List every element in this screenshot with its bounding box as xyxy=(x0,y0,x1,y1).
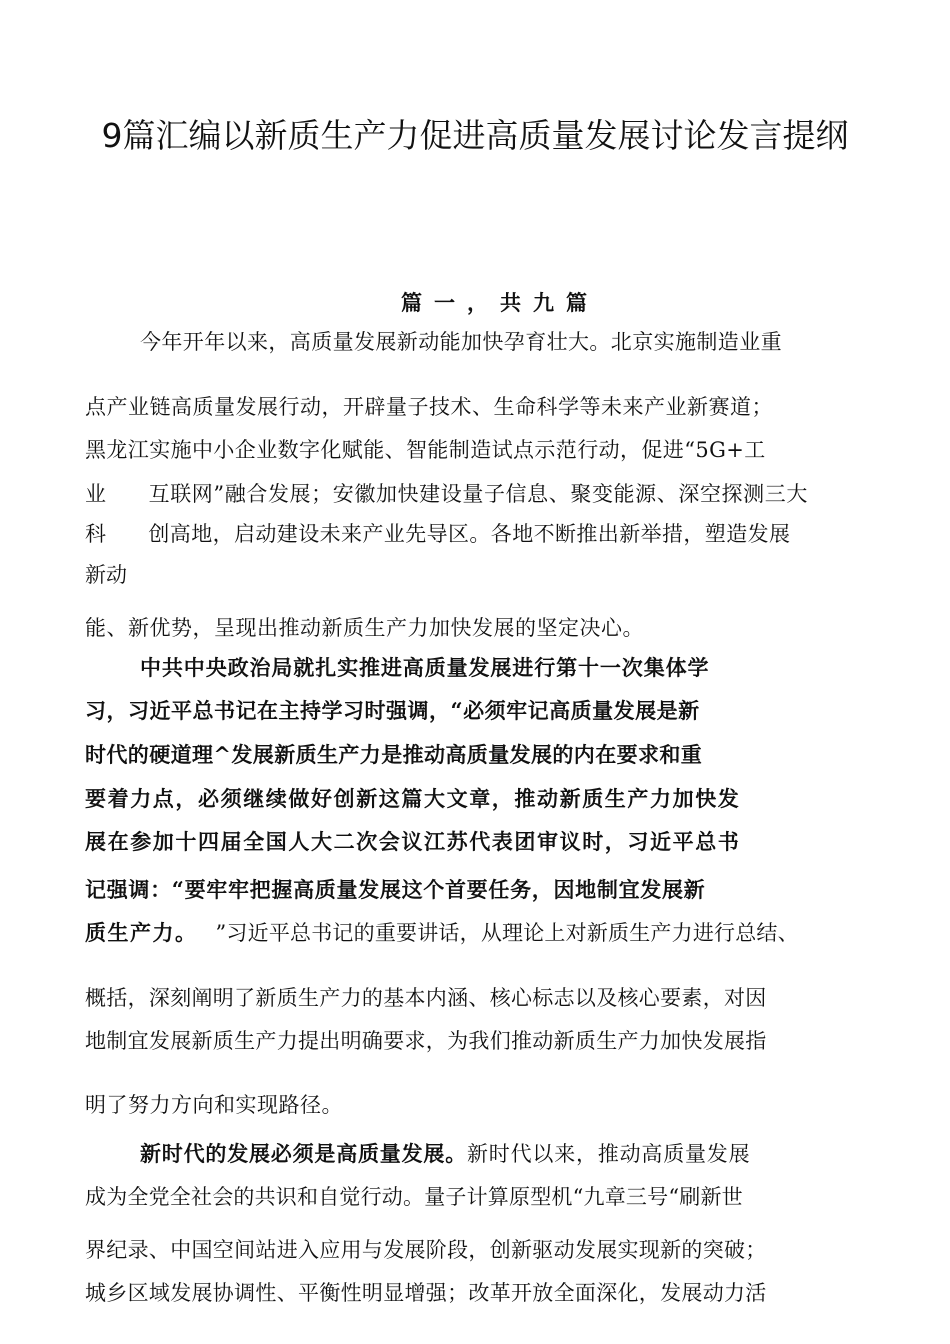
paragraph-line: 概括，深刻阐明了新质生产力的基本内涵、核心标志以及核心要素，对因 xyxy=(85,986,767,1010)
paragraph-line xyxy=(85,479,808,509)
paragraph-line: 明了努力方向和实现路径。 xyxy=(85,1093,343,1117)
paragraph-line: 今年开年以来，高质量发展新动能加快孕育壮大。北京实施制造业重 xyxy=(140,330,782,354)
paragraph-fragment: ”习近平总书记的重要讲话，从理论上对新质生产力进行总结、 xyxy=(215,921,799,945)
section-heading: 篇一，共九篇 xyxy=(401,290,599,315)
document-title: 9篇汇编以新质生产力促进高质量发展讨论发言提纲 xyxy=(101,116,849,155)
paragraph-fragment: 科 xyxy=(85,522,107,546)
paragraph-line: 界纪录、中国空间站进入应用与发展阶段，创新驱动发展实现新的突破； xyxy=(85,1238,767,1262)
paragraph-line xyxy=(140,1139,750,1169)
paragraph-line: 能、新优势，呈现出推动新质生产力加快发展的坚定决心。 xyxy=(85,616,644,640)
paragraph-line: 点产业链高质量发展行动，开辟量子技术、生命科学等未来产业新赛道； xyxy=(85,395,773,419)
paragraph-line xyxy=(85,519,790,549)
paragraph-line-bold: 中共中央政治局就扎实推进高质量发展进行第十一次集体学 xyxy=(140,655,710,680)
paragraph-line: 成为全党全社会的共识和自觉行动。量子计算原型机“九章三号“刷新世 xyxy=(85,1185,743,1209)
paragraph-fragment-bold: 质生产力。 xyxy=(85,920,198,945)
paragraph-fragment: 互联网”融合发展；安徽加快建设量子信息、聚变能源、深空探测三大 xyxy=(148,482,808,506)
paragraph-fragment: 创高地，启动建设未来产业先导区。各地不断推出新举措，塑造发展 xyxy=(148,522,791,546)
paragraph-line: 城乡区域发展协调性、平衡性明显增强；改革开放全面深化，发展动力活 xyxy=(85,1281,767,1305)
paragraph-line: 新动 xyxy=(85,563,127,587)
paragraph-line-bold: 习，习近平总书记在主持学习时强调，“必须牢记高质量发展是新 xyxy=(85,698,700,723)
paragraph-line: 黑龙江实施中小企业数字化赋能、智能制造试点示范行动，促进“5G+工 xyxy=(85,438,766,462)
paragraph-line-bold: 时代的硬道理^发展新质生产力是推动高质量发展的内在要求和重 xyxy=(85,742,703,767)
paragraph-line-bold: 要着力点，必须继续做好创新这篇大文章，推动新质生产力加快发 xyxy=(85,786,741,811)
paragraph-line-bold: 记强调：“要牢牢把握高质量发展这个首要任务，因地制宜发展新 xyxy=(85,877,706,902)
paragraph-fragment-bold: 新时代的发展必须是高质量发展。 xyxy=(140,1141,467,1166)
paragraph-line xyxy=(85,918,799,948)
paragraph-line: 地制宜发展新质生产力提出明确要求，为我们推动新质生产力加快发展指 xyxy=(85,1029,767,1053)
paragraph-fragment: 业 xyxy=(85,482,107,506)
paragraph-line-bold: 展在参加十四届全国人大二次会议江苏代表团审议时，习近平总书 xyxy=(85,829,741,854)
paragraph-fragment: 新时代以来，推动高质量发展 xyxy=(467,1142,751,1166)
